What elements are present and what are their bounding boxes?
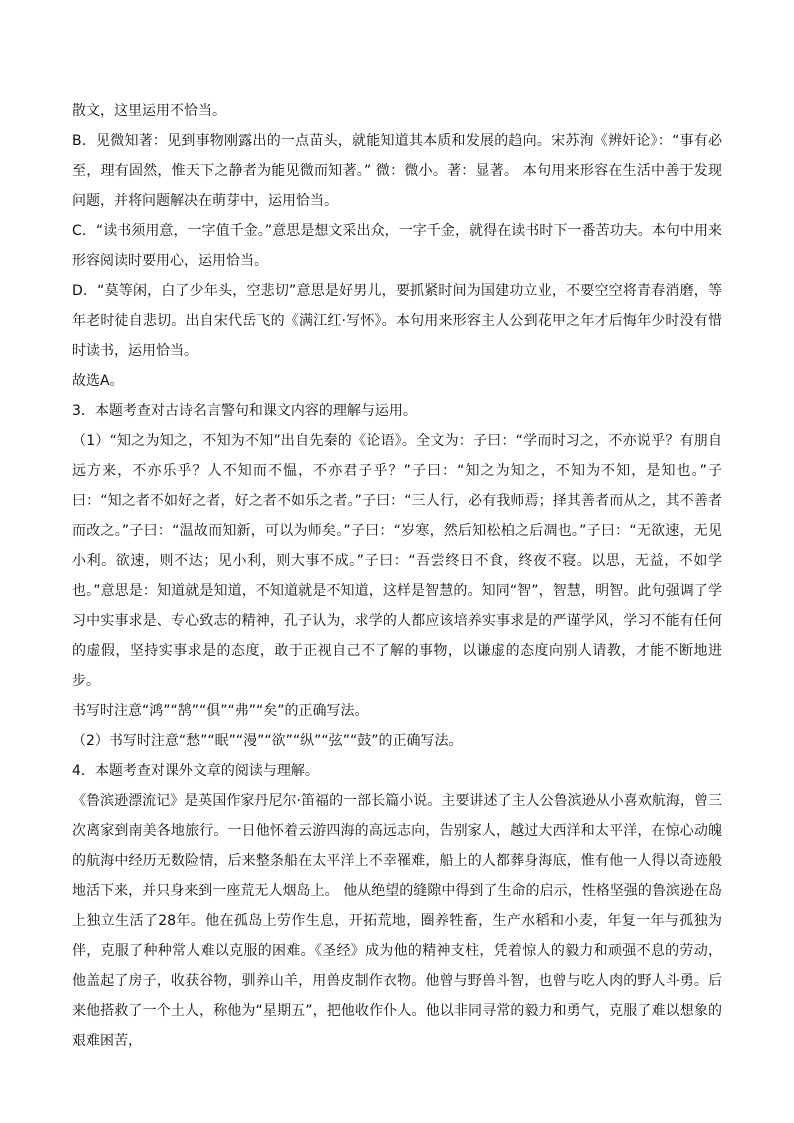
- paragraph-prose-remark: 散文，这里运用不恰当。: [72, 103, 226, 119]
- paragraph-q3-part2: （2）书写时注意“愁”“眠”“漫”“欲”“纵”“弦”“鼓”的正确写法。: [72, 733, 463, 749]
- answer-text-body: [72, 96, 722, 1056]
- paragraph-option-d: D．“莫等闲，白了少年头，空悲切”意思是好男儿，要抓紧时间为国建功立业，不要空空将青春消磨，等年老时徒自悲切。出自宋代岳飞的《满江红·写怀》。本句用来形容主人公到花甲之年才后悔年少时没有惜时读书，运用恰当。: [72, 283, 722, 359]
- paragraph-option-c: C．“读书须用意，一字值千金。”意思是想文采出众，一字千金，就得在读书时下一番苦功夫。本句中用来形容阅读时要用心，运用恰当。: [72, 223, 722, 269]
- paragraph-q4-intro: 4．本题考查对课外文章的阅读与理解。: [72, 763, 319, 779]
- paragraph-q3-part1: （1）“知之为知之，不知为不知”出自先秦的《论语》。全文为：子曰：“学而时习之，不亦说乎？有朋自远方来，不亦乐乎？人不知而不愠，不亦君子乎？”子曰：“知之为知之，不知为不知，是知也。”子曰：“知之者不如好之者，好之者不如乐之者。”子曰：“三人行，必有我师焉；择其善者而从之，其不善者而改之。”子曰：“温故而知新，可以为师矣。”子曰：“岁寒，然后知松柏之后凋也。”子曰：“无欲速，无见小利。欲速，则不达；见小利，则大事不成。”子曰：“吾尝终日不食，终夜不寝。以思，无益，不如学也。”意思是：知道就是知道，不知道就是不知道，这样是智慧的。知同“智”，智慧，明智。此句强调了学习中实事求是、专心致志的精神，孔子认为，求学的人都应该培养实事求是的严谨学风，学习不能有任何的虚假，坚持实事求是的态度，敢于正视自己不了解的事物，以谦虚的态度向别人请教，才能不断地进步。: [72, 433, 722, 689]
- paragraph-option-b: B．见微知著：见到事物刚露出的一点苗头，就能知道其本质和发展的趋向。宋苏洵《辨奸论》：“事有必至，理有固然，惟天下之静者为能见微而知著。” 微：微小。著：显著。 本句用来形容在生活中善于发现问题，并将问题解决在萌芽中，运用恰当。: [72, 133, 722, 209]
- paragraph-q4-robinson: 《鲁滨逊漂流记》是英国作家丹尼尔·笛福的一部长篇小说。主要讲述了主人公鲁滨逊从小喜欢航海，曾三次离家到南美各地旅行。一日他怀着云游四海的高远志向，告别家人，越过大西洋和太平洋，在惊心动魄的航海中经历无数险情，后来整条船在太平洋上不幸罹难，船上的人都葬身海底，惟有他一人得以奇迹般地活下来，并只身来到一座荒无人烟岛上。 他从绝望的缝隙中得到了生命的启示，性格坚强的鲁滨逊在岛上独立生活了28年。他在孤岛上劳作生息，开拓荒地，圈养牲畜，生产水稻和小麦，年复一年与孤独为伴，克服了种种常人难以克服的困难。《圣经》成为他的精神支柱，凭着惊人的毅力和顽强不息的劳动，他盖起了房子，收获谷物，驯养山羊，用兽皮制作衣物。他曾与野兽斗智，也曾与吃人肉的野人斗勇。后来他搭救了一个土人，称他为“星期五”，把他收作仆人。他以非同寻常的毅力和勇气，克服了难以想象的艰难困苦，: [72, 793, 722, 1049]
- paragraph-q3-writing-note: 书写时注意“鸿”“鹄”“俱”“弗”“矣”的正确写法。: [72, 703, 369, 719]
- paragraph-q3-intro: 3．本题考查对古诗名言警句和课文内容的理解与运用。: [72, 403, 417, 419]
- paragraph-answer-a: 故选A。: [72, 373, 124, 389]
